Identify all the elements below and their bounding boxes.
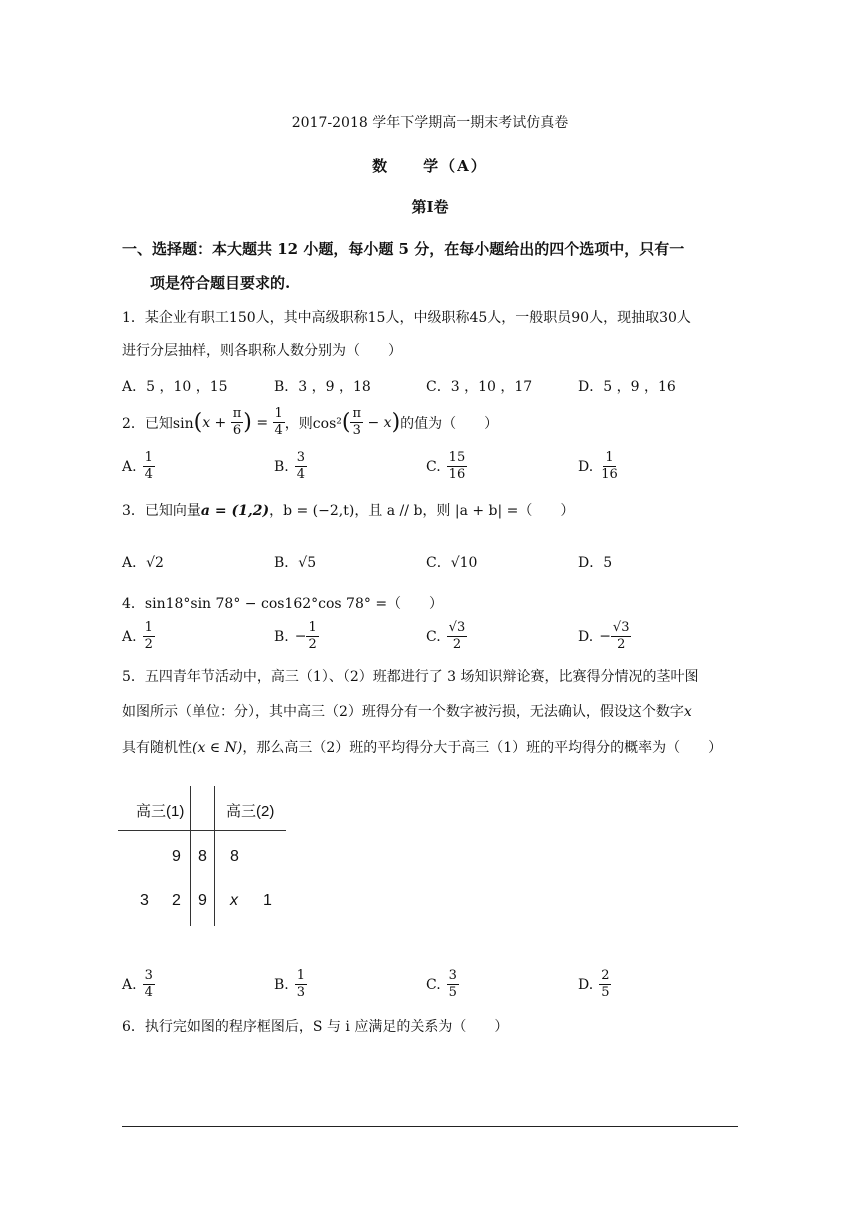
stem-leaf-plot [118,786,288,931]
q3-option-a: A．√2 [122,555,164,571]
stem-r2: 9 [198,892,207,909]
q3-condition: ，且 a // b，则 |a + b| =（ ） [354,503,575,519]
q2-option-c: C. $\frac{15}{16}$ [426,450,466,482]
q4-option-c: C. $\frac{√3}{2}$ [426,620,466,652]
q1-option-d: D．5 ，9 ，16 [578,379,676,395]
section-heading-line2: 项是符合题目要求的. [150,274,291,292]
q2-stem: 2．已知sin ( x + $\frac{\pi}{6}$ ) = $\frac{1}{4}$ ，则cos² ( $\frac{\pi}{3}$ − x ) 的值为（ ） [122,406,499,438]
section-heading-line1: 一、选择题：本大题共 12 小题，每小题 5 分，在每小题给出的四个选项中，只有一 [122,240,685,258]
footer-divider [122,1126,738,1127]
q3-vector-a: a = (1,2) [200,503,270,519]
q5-option-a: A. $\frac{3}{4}$ [122,968,153,1000]
q3-option-b: B．√5 [274,555,317,571]
q2-mid: ，则cos² [284,415,342,432]
exam-title: 2017-2018 学年下学期高一期末考试仿真卷 [291,115,569,131]
volume-title: 第Ⅰ卷 [411,198,449,216]
leaf-left-r1-1: 9 [172,848,181,865]
q1-option-c: C．3 ，10 ，17 [426,379,533,395]
q3-prefix: 3．已知向量 [122,503,201,519]
q5-line2: 如图所示（单位：分），其中高三（2）班得分有一个数字被污损，无法确认，假设这个数字x [122,704,692,720]
q6-stem: 6．执行完如图的程序框图后，S 与 i 应满足的关系为（ ） [122,1019,509,1035]
leaf-right-r2-2: 1 [263,892,272,909]
q3-option-c: C．√10 [426,555,478,571]
q4-option-b: B. − $\frac{1}{2}$ [274,620,317,652]
q3-option-d: D．5 [578,555,613,571]
q1-line1: 1．某企业有职工150人，其中高级职称15人，中级职称45人，一般职员90人，现抽取30人 [122,310,691,326]
q3-stem [122,500,574,520]
right-header: 高三(2) [226,803,275,820]
q2-option-b: B. $\frac{3}{4}$ [274,450,306,482]
stem-r1: 8 [198,848,207,865]
leaf-left-r2-2: 2 [172,892,181,909]
q5-option-d: D. $\frac{2}{5}$ [578,968,610,1000]
q5-option-b: B. $\frac{1}{3}$ [274,968,306,1000]
q4-stem: 4．sin18°sin 78° − cos162°cos 78° =（ ） [122,596,444,612]
left-header: 高三(1) [136,803,185,820]
leaf-right-r2-1: x [230,892,238,909]
q2-option-a: A. $\frac{1}{4}$ [122,450,153,482]
q4-option-d: D. − $\frac{√3}{2}$ [578,620,630,652]
q1-line2: 进行分层抽样，则各职称人数分别为（ ） [122,343,402,359]
q5-line3: 具有随机性(x ∈ N)，那么高三（2）班的平均得分大于高三（1）班的平均得分的概率为（ ） [122,740,723,756]
q1-option-b: B．3 ，9 ，18 [274,379,371,395]
q4-option-a: A. $\frac{1}{2}$ [122,620,153,652]
leaf-right-r1-1: 8 [230,848,239,865]
q3-vector-b: ，b = (−2,t) [269,503,355,519]
q5-line1: 5．五四青年节活动中，高三（1）、（2）班都进行了 3 场知识辩论赛，比赛得分情况的茎叶图 [122,669,699,685]
q1-option-a: A．5 ，10 ，15 [122,379,228,395]
q2-option-d: D. $\frac{1}{16}$ [578,450,618,482]
q5-option-c: C. $\frac{3}{5}$ [426,968,457,1000]
leaf-left-r2-1: 3 [140,892,149,909]
subject-title: 数 学（A） [372,157,488,175]
q2-suffix: 的值为（ ） [400,415,499,432]
q2-prefix: 2．已知sin [122,415,194,432]
